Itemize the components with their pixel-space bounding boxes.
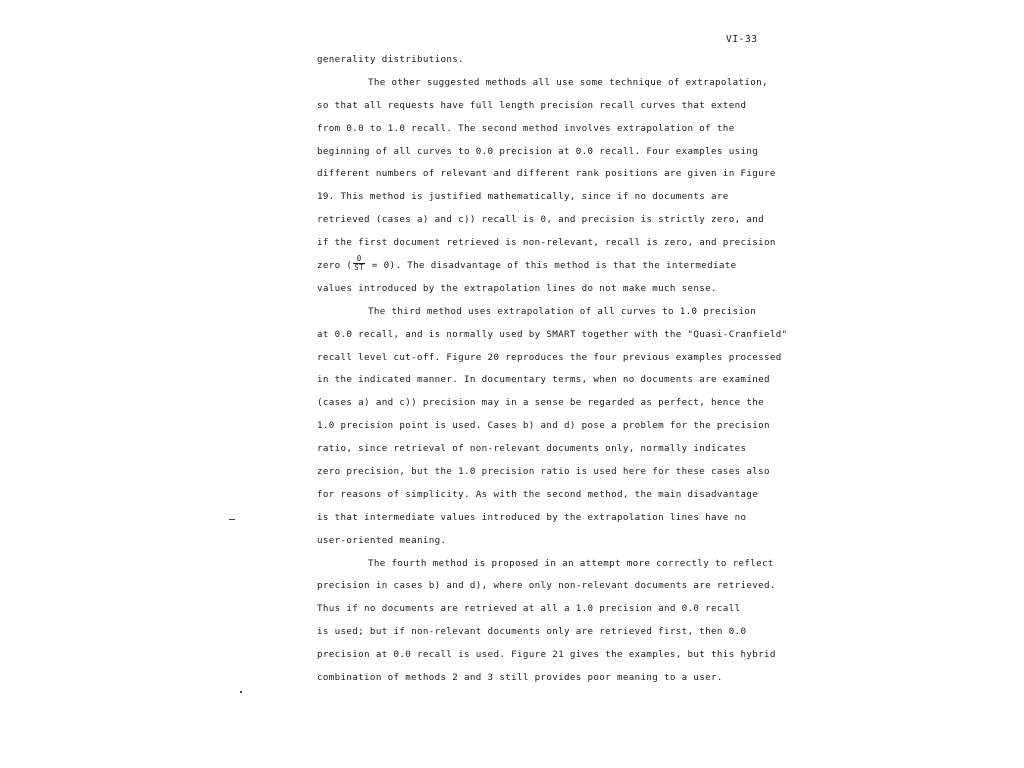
text-line: user-oriented meaning.: [317, 534, 447, 546]
text-line: from 0.0 to 1.0 recall. The second method involves extrapolation of the: [317, 122, 735, 134]
text-line: retrieved (cases a) and c)) recall is 0, and precision is strictly zero, and: [317, 214, 764, 226]
text-line: precision at 0.0 recall is used. Figure 21 gives the examples, but this hybrid: [317, 649, 776, 661]
fraction-numerator: 0: [353, 255, 365, 264]
text-line: is used; but if non-relevant documents only are retrieved first, then 0.0: [317, 626, 747, 638]
text-line: is that intermediate values introduced by the extrapolation lines have no: [317, 511, 747, 523]
text-line: 19. This method is justified mathematically, since if no documents are: [317, 191, 729, 203]
text-line: generality distributions.: [317, 54, 465, 65]
body-text: [317, 52, 788, 693]
zero-formula-line: [317, 254, 767, 281]
fraction: [353, 255, 365, 272]
paragraph-start-line: The fourth method is proposed in an attempt more correctly to reflect: [368, 557, 774, 569]
fraction-denominator: ST: [354, 263, 365, 273]
text-line: different numbers of relevant and different rank positions are given in Figure: [317, 168, 776, 180]
text-line: combination of methods 2 and 3 still provides poor meaning to a user.: [317, 672, 723, 684]
text-line: 1.0 precision point is used. Cases b) and d) pose a problem for the precision: [317, 420, 770, 432]
zero-line-after: = 0). The disadvantage of this method is that the intermediate: [366, 260, 737, 272]
text-line: recall level cut-off. Figure 20 reproduces the four previous examples processed: [317, 351, 782, 363]
text-line: so that all requests have full length precision recall curves that extend: [317, 99, 747, 111]
text-line: zero precision, but the 1.0 precision ratio is used here for these cases also: [317, 466, 770, 478]
text-line: ratio, since retrieval of non-relevant documents only, normally indicates: [317, 443, 747, 455]
text-line: values introduced by the extrapolation lines do not make much sense.: [317, 282, 717, 294]
text-line: in the indicated manner. In documentary terms, when no documents are examined: [317, 374, 770, 386]
page-number: VI-33: [726, 34, 758, 45]
text-line: precision in cases b) and d), where only non-relevant documents are retrieved.: [317, 580, 776, 592]
margin-dot: [240, 691, 242, 693]
text-line: if the first document retrieved is non-relevant, recall is zero, and precision: [317, 237, 776, 249]
text-line: at 0.0 recall, and is normally used by SMART together with the "Quasi-Cranfield": [317, 328, 788, 340]
text-line: beginning of all curves to 0.0 precision at 0.0 recall. Four examples using: [317, 145, 759, 157]
text-line: for reasons of simplicity. As with the second method, the main disadvantage: [317, 488, 759, 500]
paragraph-start-line: The other suggested methods all use some technique of extrapolation,: [368, 76, 768, 88]
paragraph-start-line: The third method uses extrapolation of all curves to 1.0 precision: [368, 305, 757, 317]
zero-line-before: zero (: [317, 260, 353, 272]
margin-mark: [229, 519, 235, 520]
text-line: (cases a) and c)) precision may in a sense be regarded as perfect, hence the: [317, 397, 764, 409]
text-line: Thus if no documents are retrieved at all a 1.0 precision and 0.0 recall: [317, 603, 741, 615]
